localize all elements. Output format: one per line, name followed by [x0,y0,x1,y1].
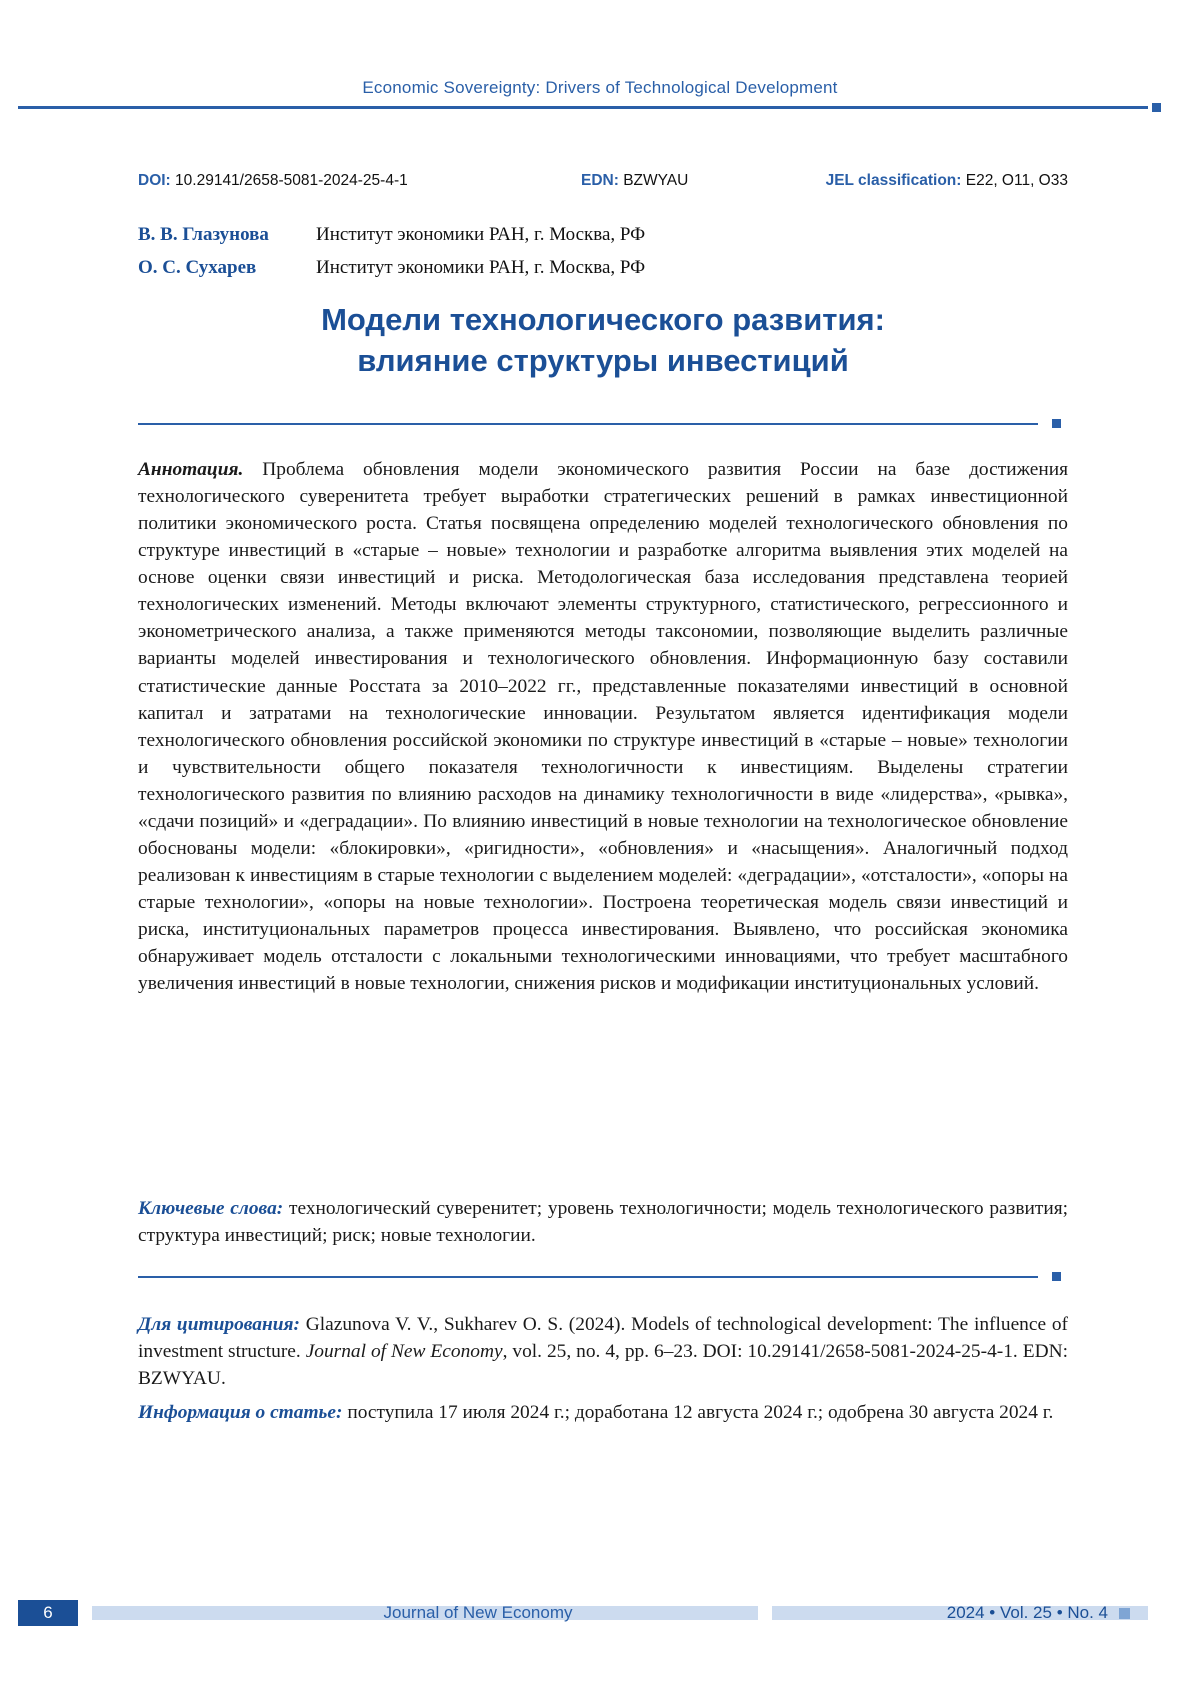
jel-label: JEL classification: [825,172,962,189]
jel-block [826,172,1068,190]
footer-gap-right [758,1600,772,1626]
author-affiliation: Институт экономики РАН, г. Москва, РФ [316,224,646,245]
article-info-block [138,1400,1068,1427]
citation-block [138,1312,1068,1392]
keywords [138,1195,1068,1249]
header-rule [18,106,1148,109]
keywords-bottom-rule-square [1052,1272,1061,1281]
footer-issue-info: 2024 • Vol. 25 • No. 4 [946,1603,1108,1622]
footer-square [1119,1608,1130,1619]
citation-journal-name: Journal of New Economy [305,1340,503,1362]
author-name: О. С. Сухарев [138,256,257,278]
header-rule-square [1152,103,1161,112]
footer-journal-name: Journal of New Economy [383,1603,573,1622]
edn-value: BZWYAU [623,172,689,189]
abstract-top-rule [138,423,1038,425]
author-row [138,222,1068,248]
footer-gap-left [78,1600,92,1626]
title-line-1: Модели технологического развития: [321,302,885,337]
doi-block [138,172,408,190]
article-info-text: поступила 17 июля 2024 г.; доработана 12 августа 2024 г.; одобрена 30 августа 2024 г. [342,1402,1054,1423]
title-line-2: влияние структуры инвестиций [357,342,849,378]
keywords-bottom-rule [138,1276,1038,1278]
edn-label: EDN: [580,172,619,189]
author-row [138,255,1068,281]
doi-label: DOI: [138,172,171,189]
keywords-text: технологический суверенитет; уровень технологичности; модель технологического развития; структура инвестиций; риск; новые технологии. [138,1198,1069,1247]
page-title [138,300,1068,382]
article-identifiers [138,172,1068,190]
edn-block [581,172,688,190]
author-affiliation: Институт экономики РАН, г. Москва, РФ [316,256,646,278]
keywords-label: Ключевые слова: [138,1198,284,1219]
citation-label: Для цитирования: [138,1314,300,1335]
author-name: В. В. Глазунова [138,224,269,245]
author-list [138,222,1068,287]
abstract-label: Аннотация. [138,459,244,480]
running-head: Economic Sovereignty: Drivers of Technological Development [362,78,838,97]
abstract [138,456,1068,997]
doi-value: 10.29141/2658-5081-2024-25-4-1 [175,172,408,189]
jel-value: E22, O11, O33 [965,172,1068,189]
citation-text-part-1: Glazunova V. V., Sukharev O. S. (2024). Models of technological development: The influence of investment structure. [138,1314,1068,1362]
abstract-text: Проблема обновления модели экономического развития России на базе достижения технологического суверенитета требует выработки стратегических решений в рамках инвестиционной политики экономического роста. Статья посвящена определению моделей технологического обновления по структуре инвестиций в «старые – новые» технологии и разработке алгоритма выявления этих моделей на основе оценки связи инвестиций и риска. Методологическая база исследования представлена теорией технологических изменений. Методы включают элементы структурного, статистического, регрессионного и эконометрического анализа, а также применяются методы таксономии, позволяющие выделить различные варианты моделей инвестирования и технологического обновления. Информационную базу составили статистические данные Росстата за 2010–2022 гг., представленные показателями инвестиций в основной капитал и затратами на технологические инновации. Результатом является идентификация модели технологического обновления российской экономики по структуре инвестиций в «старые – новые» технологии и чувствительности общего показателя технологичности к инвестициям. Выделены стратегии технологического развития по влиянию расходов на динамику технологичности в виде «лидерства», «рывка», «сдачи позиций» и «деградации». По влиянию инвестиций в новые технологии на технологическое обновление обоснованы модели: «блокировки», «ригидности», «обновления» и «насыщения». Аналогичный подход реализован к инвестициям в старые технологии с выделением моделей: «деградации», «отсталости», «опоры на старые технологии», «опоры на новые технологии». Построена теоретическая модель связи инвестиций и риска, институциональных параметров процесса инвестирования. Выявлено, что российская экономика обнаруживает модель отсталости с локальными технологическими инновациями, что требует масштабного увеличения инвестиций в новые технологии, снижения рисков и модификации институциональных условий. [138,459,1068,995]
page-footer [18,1600,1148,1626]
page-number: 6 [18,1600,78,1626]
abstract-top-rule-square [1052,419,1061,428]
citation-text-part-2: , vol. 25, no. 4, pp. 6–23. DOI: 10.29141/2658-5081-2024-25-4-1. EDN: BZWYAU. [138,1340,1068,1389]
article-info-label: Информация о статье: [138,1402,343,1423]
